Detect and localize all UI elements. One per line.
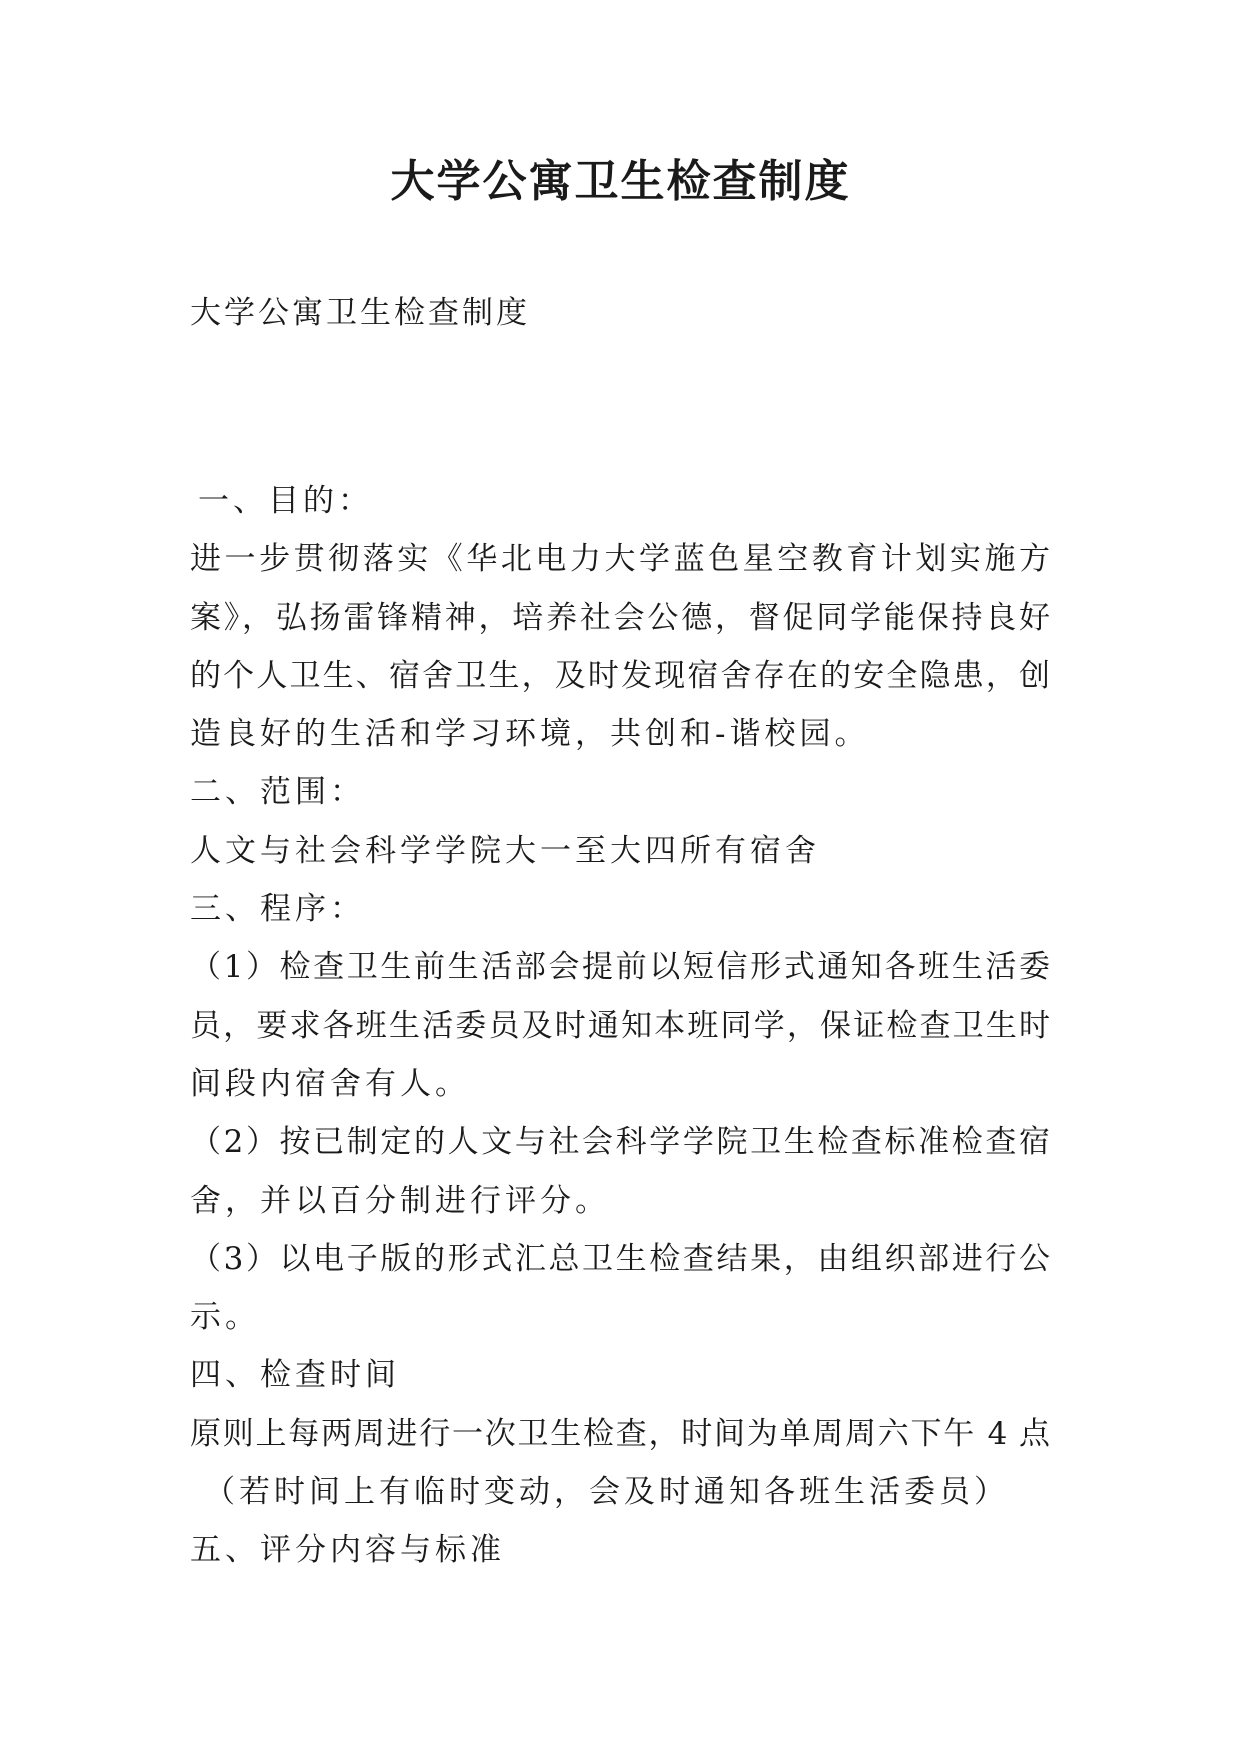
section-heading-time: 四、检查时间 xyxy=(190,1357,400,1394)
paragraph-line: 案》，弘扬雷锋精神，培养社会公德，督促同学能保持良好 xyxy=(190,599,1050,636)
paragraph-line: （若时间上有临时变动，会及时通知各班生活委员） xyxy=(204,1474,1009,1511)
paragraph-line: 造良好的生活和学习环境，共创和-谐校园。 xyxy=(190,716,870,753)
section-heading-scoring: 五、评分内容与标准 xyxy=(190,1532,505,1569)
section-heading-scope: 二、范围： xyxy=(190,774,365,811)
paragraph-line: 原则上每两周进行一次卫生检查，时间为单周周六下午 4 点 xyxy=(190,1415,1050,1452)
list-item-line: 员，要求各班生活委员及时通知本班同学，保证检查卫生时 xyxy=(190,1007,1050,1044)
paragraph-line: 人文与社会科学学院大一至大四所有宿舍 xyxy=(190,832,820,869)
paragraph-line: 的个人卫生、宿舍卫生，及时发现宿舍存在的安全隐患，创 xyxy=(190,657,1050,694)
list-item-line: （1）检查卫生前生活部会提前以短信形式通知各班生活委 xyxy=(190,949,1050,986)
list-item-line: 示。 xyxy=(190,1299,260,1336)
list-item-line: 间段内宿舍有人。 xyxy=(190,1065,470,1102)
document-body xyxy=(190,472,1050,1580)
document-subtitle: 大学公寓卫生检查制度 xyxy=(190,295,530,331)
paragraph-line: 进一步贯彻落实《华北电力大学蓝色星空教育计划实施方 xyxy=(190,541,1050,578)
list-item-line: （2）按已制定的人文与社会科学学院卫生检查标准检查宿 xyxy=(190,1124,1050,1161)
list-item-line: （3）以电子版的形式汇总卫生检查结果，由组织部进行公 xyxy=(190,1240,1050,1277)
list-item-line: 舍，并以百分制进行评分。 xyxy=(190,1182,610,1219)
section-heading-procedure: 三、程序： xyxy=(190,891,365,928)
document-title: 大学公寓卫生检查制度 xyxy=(390,156,851,207)
section-heading-purpose: 一、目的： xyxy=(198,483,373,519)
